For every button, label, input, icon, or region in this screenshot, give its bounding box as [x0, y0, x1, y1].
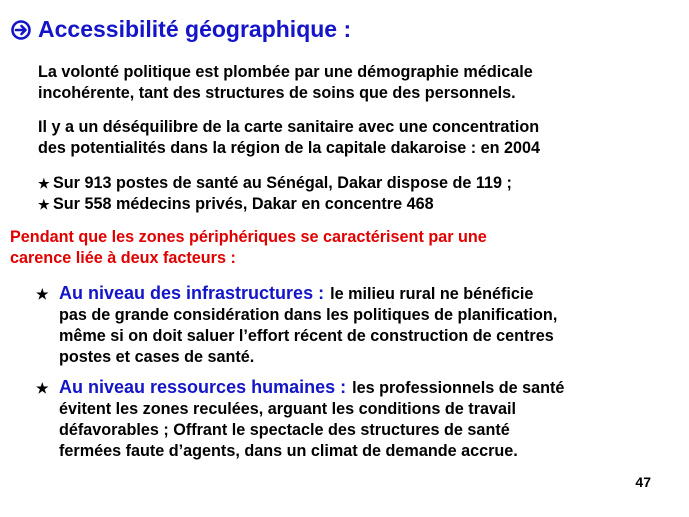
factor-line: fermées faute d’agents, dans un climat de demande accrue.: [59, 442, 518, 460]
periphery-paragraph: [10, 227, 680, 269]
factor-first-line: [36, 377, 681, 399]
factor-human-resources: [36, 377, 681, 462]
factor-text: le milieu rural ne bénéficie: [330, 285, 534, 303]
imbalance-line: des potentialités dans la région de la capitale dakaroise : en 2004: [38, 139, 541, 157]
star-icon: ★: [38, 176, 50, 191]
factor-line: postes et cases de santé.: [59, 348, 255, 366]
intro-paragraph: [38, 62, 678, 104]
intro-line: incohérente, tant des structures de soins que des personnels.: [38, 84, 516, 102]
factor-line: même si on doit saluer l’effort récent de construction de centres: [59, 327, 554, 345]
list-item: [38, 194, 678, 215]
page-number: 47: [635, 474, 651, 490]
star-icon: ★: [38, 197, 50, 212]
slide-title: [10, 16, 351, 43]
factor-heading: Au niveau des infrastructures :: [59, 283, 325, 303]
star-icon: ★: [36, 380, 49, 396]
stat-text: Sur 558 médecins privés, Dakar en concentre 468: [53, 195, 434, 213]
circled-right-arrow-icon: [10, 19, 32, 41]
imbalance-paragraph: [38, 117, 678, 159]
factor-line: évitent les zones reculées, arguant les conditions de travail: [59, 400, 517, 418]
factor-text: les professionnels de santé: [352, 379, 565, 397]
stats-list: [38, 173, 678, 215]
imbalance-line: Il y a un déséquilibre de la carte sanitaire avec une concentration: [38, 118, 540, 136]
periphery-line: Pendant que les zones périphériques se caractérisent par une: [10, 228, 487, 246]
factor-infrastructures: [36, 283, 681, 368]
factor-first-line: [36, 283, 681, 305]
periphery-line: carence liée à deux facteurs :: [10, 249, 236, 267]
star-icon: ★: [36, 286, 49, 302]
slide-title-text: Accessibilité géographique :: [38, 16, 352, 42]
factor-line: pas de grande considération dans les politiques de planification,: [59, 306, 558, 324]
intro-line: La volonté politique est plombée par une démographie médicale: [38, 63, 533, 81]
list-item: [38, 173, 678, 194]
stat-text: Sur 913 postes de santé au Sénégal, Dakar dispose de 119 ;: [53, 174, 512, 192]
factor-line: défavorables ; Offrant le spectacle des structures de santé: [59, 421, 510, 439]
factor-heading: Au niveau ressources humaines :: [59, 377, 347, 397]
